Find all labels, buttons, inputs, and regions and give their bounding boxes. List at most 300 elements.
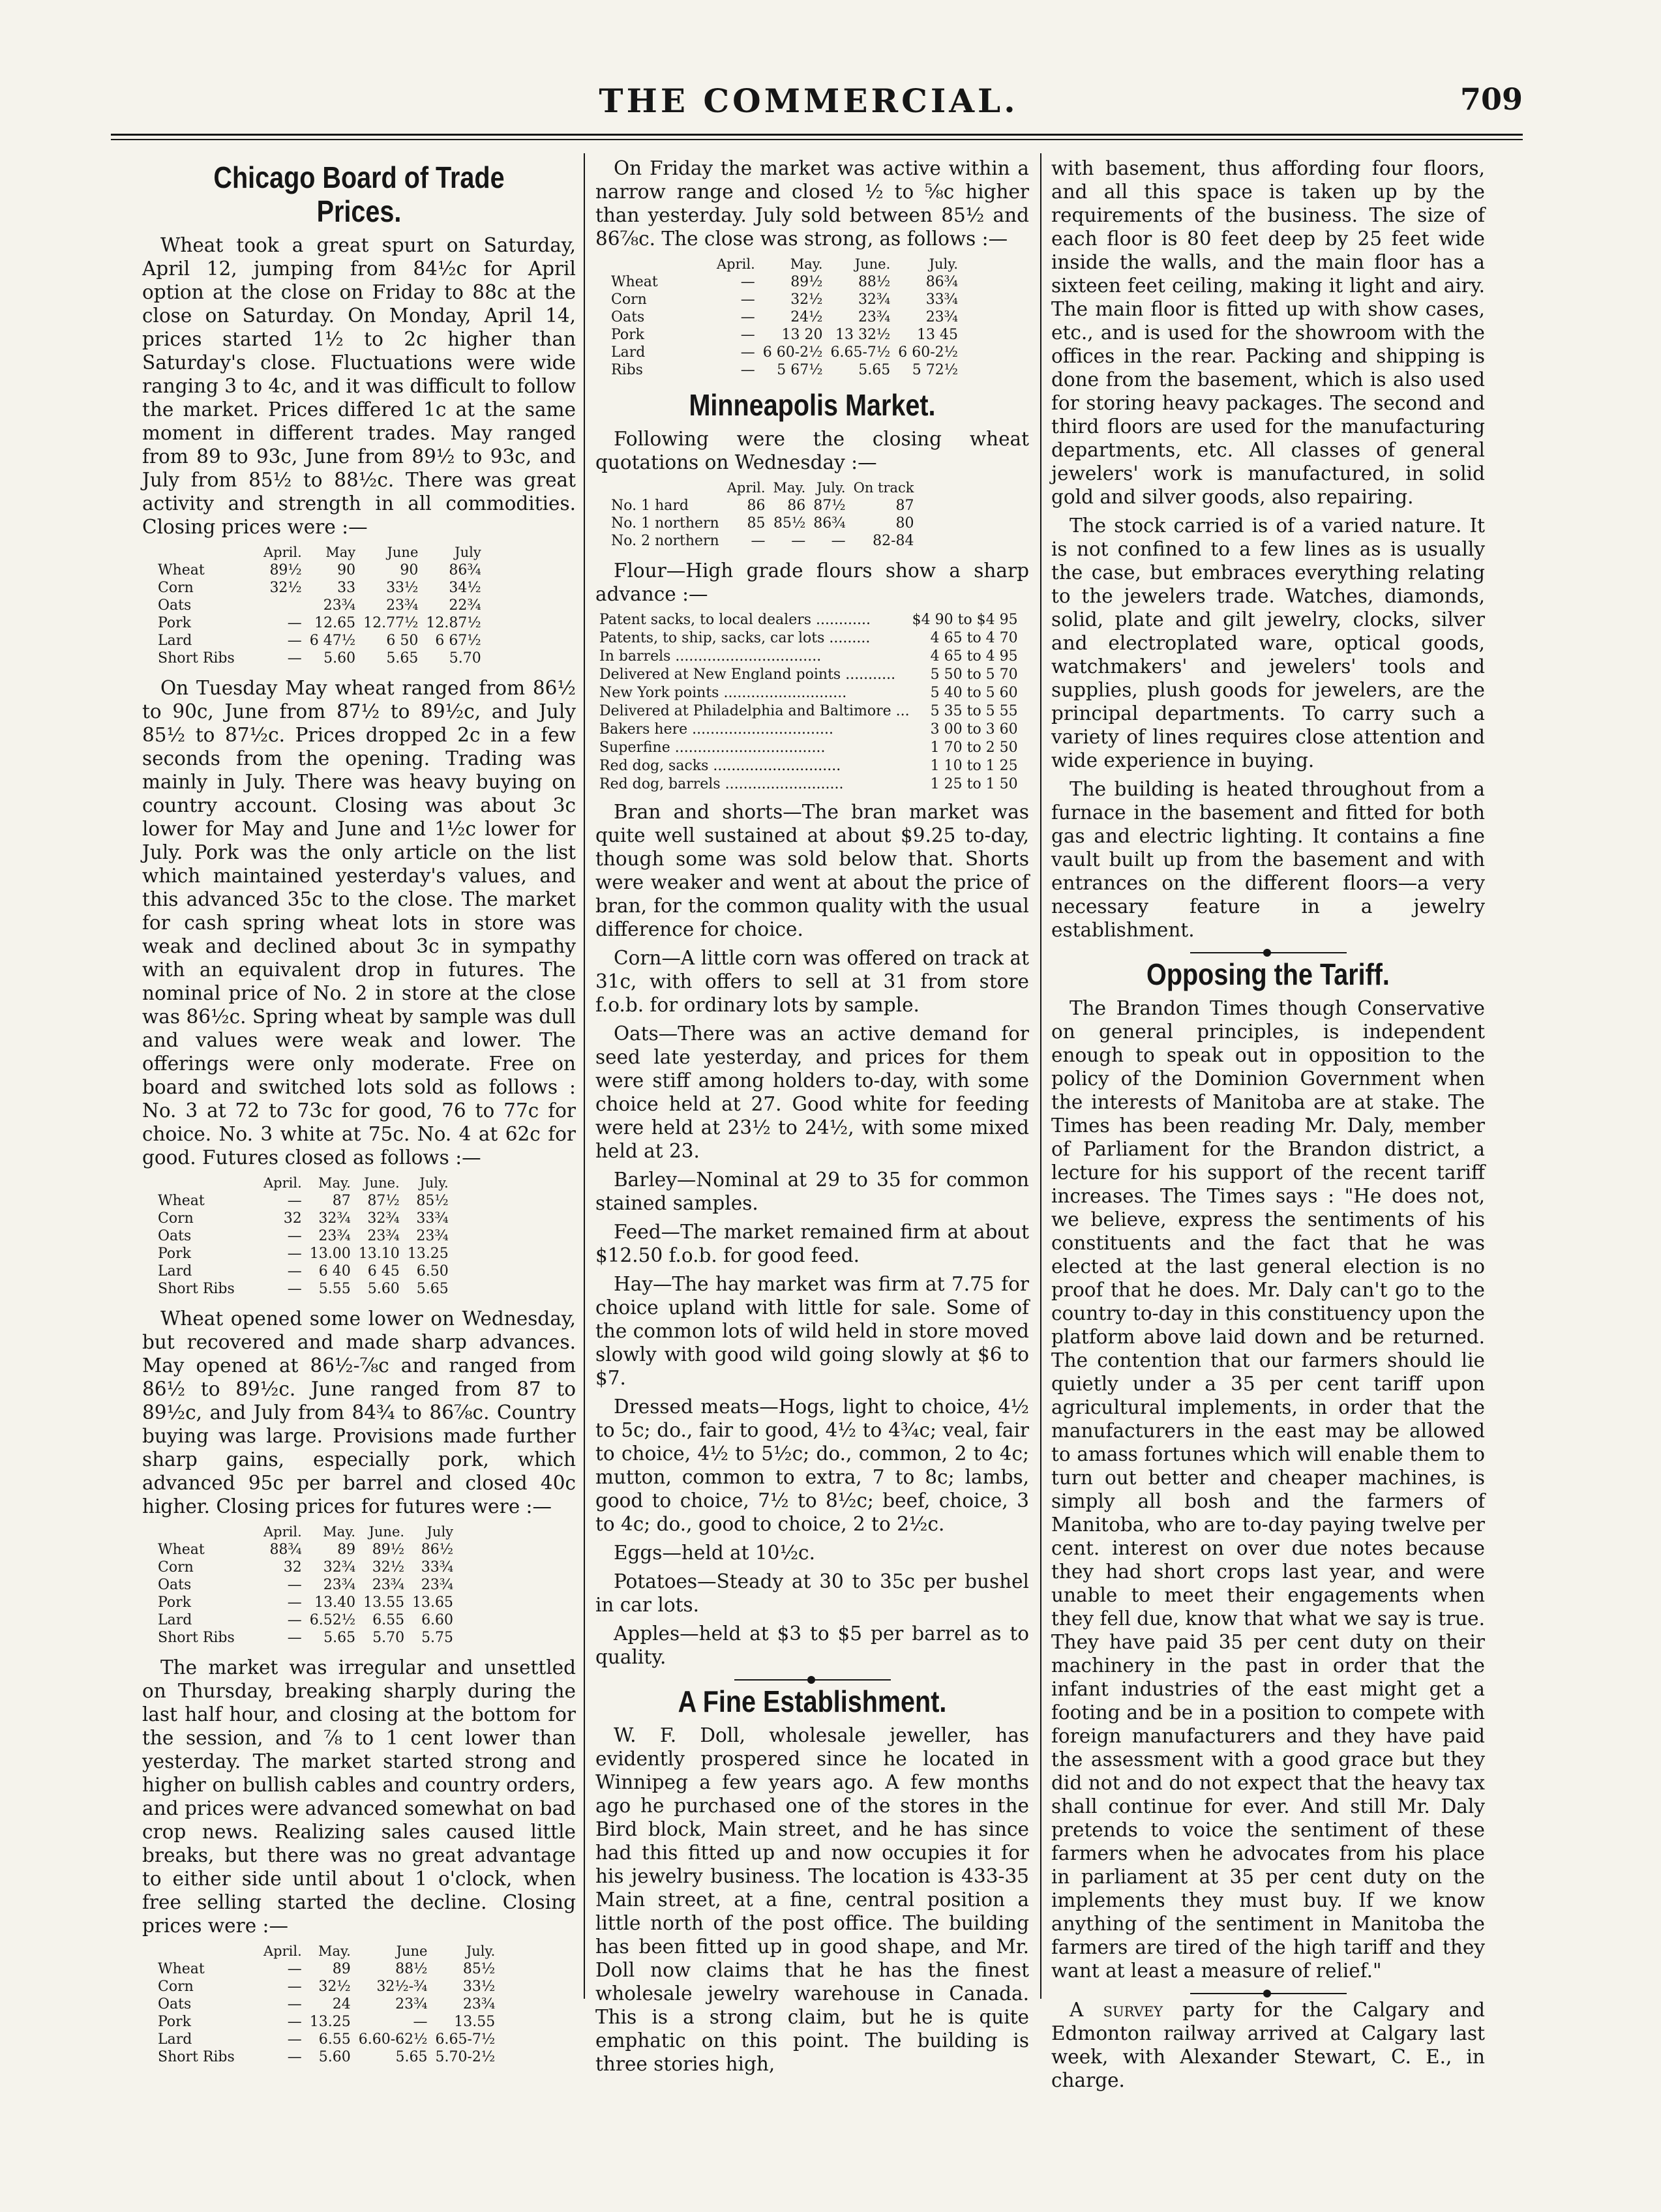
table-cell: 23¾ (318, 1228, 351, 1244)
doll-paragraph: W. F. Doll, wholesale jeweller, has evidently prospered since he located in Winnipeg a few years ago. A few months ago he purchased one of the stores in the Bird block, Main street, and he has since had this fitted up and now occupies it for his jewelry business. The location is 433-35 Main street, at a fine, central position a little north of the post office. The building has been fitted up in good shape, and Mr. Doll now claims that he has the finest wholesale jewelry warehouse in Canada. This is a strong claim, but he is quite emphatic on this point. The building is three stories high, (595, 1724, 1029, 2075)
dressed-meats-paragraph: Dressed meats—Hogs, light to choice, 4½ to 5c; do., fair to good, 4½ to 4¾c; veal, fair to choice, 4½ to 5½c; do., common, 2 to 4c; mutton, common to extra, 7 to 8c; lambs, good to choice, 7½ to 8½c; beef, choice, 3 to 4c; do., good to choice, 2 to 2½c. (595, 1396, 1029, 1535)
table-cell: Ribs (611, 362, 643, 378)
table-row (607, 308, 962, 326)
table-row (154, 1629, 457, 1647)
table-cell: 89½ (790, 274, 823, 290)
table-cell: 23¾ (925, 309, 959, 325)
table-cell: 33½ (386, 580, 419, 596)
table-row (154, 1978, 499, 1995)
table-cell: 13.55 (454, 2014, 496, 2030)
table-header-cell: May (325, 545, 356, 560)
table-cell: 5.65 (395, 2049, 428, 2065)
table-row (154, 650, 485, 667)
table-cell: Short Ribs (158, 2049, 235, 2065)
flour-row (598, 757, 1019, 775)
table-cell: No. 1 northern (611, 515, 719, 531)
flour-row (598, 721, 1019, 739)
table-row (154, 1210, 453, 1227)
flour-price: 3 00 to 3 60 (930, 721, 1018, 738)
table-cell: 90 (337, 562, 356, 578)
table-cell: Oats (158, 597, 192, 614)
hay-paragraph: Hay—The hay market was firm at 7.75 for choice upland with little for sale. Some of the common lots of wild held in store moved slowly with good wild going slowly at $6 to $7. (595, 1273, 1029, 1389)
table-cell: Corn (158, 1979, 194, 1995)
flour-price: 4 65 to 4 70 (930, 630, 1018, 646)
flour-row (598, 629, 1019, 648)
table-cell: — (287, 633, 302, 649)
table-cell: Corn (158, 580, 194, 596)
table-cell: 23¾ (386, 597, 419, 614)
table-cell: Short Ribs (158, 1630, 235, 1646)
table-row (607, 497, 918, 515)
table-cell: 5 67½ (777, 362, 823, 378)
table-cell: — (287, 1979, 302, 1995)
table-row (154, 1576, 457, 1594)
table-row (154, 1192, 453, 1210)
table-cell: 32½ (372, 1559, 405, 1576)
flour-row (598, 611, 1019, 629)
minneapolis-intro: Following were the closing wheat quotations on Wednesday :— (595, 428, 1029, 473)
table-header-cell: July. (419, 1175, 449, 1191)
table-cell: 5.60 (367, 1281, 400, 1297)
flour-grade: Red dog, sacks ............................ (599, 758, 841, 774)
table-cell: 87 (895, 498, 914, 514)
table-cell: No. 2 northern (611, 533, 719, 549)
table-header-cell: July (455, 545, 481, 560)
table-cell: Lard (158, 1263, 192, 1279)
table-cell: 13 45 (917, 327, 959, 343)
table-cell: 23¾ (395, 1996, 428, 2012)
flour-price: 1 70 to 2 50 (930, 740, 1018, 756)
table-cell: Oats (158, 1228, 192, 1244)
table-cell: 24½ (790, 309, 823, 325)
table-row (607, 291, 962, 308)
chicago-paragraph-3: Wheat opened some lower on Wednesday, but recovered and made sharp advances. May opened at 86½-⅞c and ranged from 86½ to 89½c. June ranged from 87 to 89½c, and July from 84¾ to 86⅞c. Country buying was large. Provisions made further sharp gains, especially pork, which advanced 95c per barrel and closed 40c higher. Closing prices for futures were :— (142, 1308, 576, 1517)
column-rule-2 (1040, 153, 1041, 1999)
table-cell: — (740, 274, 755, 290)
table-cell: 23¾ (367, 1228, 400, 1244)
table-cell: Oats (611, 309, 645, 325)
masthead-rule-top (111, 134, 1523, 136)
table-row (154, 2048, 499, 2066)
table-header-row (154, 1523, 457, 1541)
table-cell: — (287, 650, 302, 666)
flour-price: 1 10 to 1 25 (930, 758, 1018, 774)
table-cell: 6 60-2½ (898, 344, 959, 361)
table-cell: 80 (895, 515, 914, 531)
table-cell: Wheat (611, 274, 658, 290)
flour-price: 5 50 to 5 70 (930, 666, 1018, 683)
table-cell: 6.55 (318, 2031, 351, 2048)
table-cell: 6.60 (421, 1612, 454, 1628)
flour-grade: Delivered at New England points ........... (599, 666, 896, 683)
table-cell: No. 1 hard (611, 498, 689, 514)
chicago-table-3 (154, 1523, 457, 1647)
table-cell: — (751, 533, 766, 549)
table-header-cell: April. (263, 1524, 302, 1540)
table-header-cell: April. (263, 1175, 302, 1191)
table-cell: 89½ (269, 562, 302, 578)
table-cell: — (287, 1193, 302, 1209)
table-cell: 23¾ (858, 309, 891, 325)
friday-table (607, 256, 962, 379)
flour-grade: Patent sacks, to local dealers ............ (599, 612, 871, 628)
table-cell: — (740, 362, 755, 378)
table-cell: 32 (283, 1559, 302, 1576)
table-cell: — (740, 327, 755, 343)
building-paragraph-3: The building is heated throughout from a furnace in the basement and fitted for both gas and electric lighting. It contains a fine vault built up from the basement and with entrances on the different floors—a very necessary feature in a jewelry establishment. (1051, 778, 1485, 941)
table-cell: 32½ (269, 580, 302, 596)
table-cell: 5 72½ (912, 362, 959, 378)
tariff-paragraph: The Brandon Times though Conservative on general principles, is independent enough to speak out in opposition to the policy of the Dominion Government when the interests of Manitoba are at stake. The Times has been reading Mr. Daly, member of Parliament for the Brandon district, a lecture for his support of the recent tariff increases. The Times says : "He does not, we believe, express the sentiments of his constituents and the fact that he was elected at the last general election is no proof that he does. Mr. Daly can't go to the country to-day in this constituency upon the platform above laid down and be returned. The contention that our farmers should lie quietly under a 35 per cent tariff upon agricultural implements, in order that the manufacturers in the east may be allowed to amass fortunes which will enable them to turn out better and cheaper machines, is simply all bosh and the farmers of Manitoba, who are to-day paying twelve per cent. interest on over due notes because they had short crops last year, and were unable to meet their engagements when they fell due, know that what we say is true. They have paid 35 per cent duty on their machinery in the past in order that the infant industries of the east might get a footing and be in a position to compete with foreign manufacturers and they have paid the assessment with a good grace but they did not and do not expect that the heavy tax shall continue for ever. And still Mr. Daly pretends to voice the sentiment of these farmers when he advocates from his place in parliament at 35 per cent duty on the implements they must buy. If we know anything of the sentiment in Manitoba the farmers are tired of the high tariff and they want at least a measure of relief." (1051, 997, 1485, 1982)
masthead-rule-bottom (111, 139, 1523, 140)
table-cell: 13.10 (358, 1246, 400, 1262)
barley-paragraph: Barley—Nominal at 29 to 35 for common stained samples. (595, 1169, 1029, 1214)
table-cell: 13.25 (407, 1246, 449, 1262)
table-cell: Lard (611, 344, 646, 361)
table-cell: — (287, 1228, 302, 1244)
table-cell: 33¾ (421, 1559, 454, 1576)
table-cell: 33¾ (925, 291, 959, 308)
flour-row (598, 702, 1019, 721)
table-row (607, 532, 918, 550)
masthead-title: THE COMMERCIAL. (599, 82, 1019, 120)
table-cell: 23¾ (372, 1577, 405, 1593)
table-cell: 13.55 (363, 1594, 405, 1611)
table-cell: 12.77½ (363, 615, 419, 631)
bran-paragraph: Bran and shorts—The bran market was quite well sustained at about $9.25 to-day, though some was sold below that. Shorts were weaker and went at about the price of bran, for the common quality with the usual difference for choice. (595, 801, 1029, 940)
table-cell: 13 20 (781, 327, 823, 343)
table-header-cell (154, 1174, 260, 1192)
table-cell: 5.60 (318, 2049, 351, 2065)
table-cell: 13.25 (309, 2014, 351, 2030)
table-cell: 87 (332, 1193, 351, 1209)
table-cell: 5.70 (372, 1630, 405, 1646)
table-cell: 89 (332, 1961, 351, 1977)
table-cell: 5.60 (323, 650, 356, 666)
table-cell: 6.50 (416, 1263, 449, 1279)
table-cell: Pork (158, 1594, 192, 1611)
table-cell: 6.55 (372, 1612, 405, 1628)
flour-grade: Superfine ................................. (599, 740, 826, 756)
tariff-heading: Opposing the Tariff. (1146, 957, 1390, 991)
chicago-paragraph-2: On Tuesday May wheat ranged from 86½ to 90c, June from 87½ to 89½c, and July 85½ to 87½c. Prices dropped 2c in a few seconds from the opening. Trading was mainly in July. There was heavy buying on country account. Closing was about 3c lower for May and June and 1½c lower for July. Pork was the only article on the list which maintained yesterday's values, and this advanced 35c to the close. The market for cash spring wheat lots in store was weak and declined about 3c in sympathy with an equivalent drop in futures. The nominal price of No. 2 in store at the close was 86½c. Spring wheat by sample was dull and values were weak and lower. The offerings were only moderate. Free on board and switched lots sold as follows : No. 3 at 72 to 73c for good, 76 to 77c for choice. No. 3 white at 75c. No. 4 at 62c for good. Futures closed as follows :— (142, 677, 576, 1169)
table-cell: 32¾ (858, 291, 891, 308)
survey-text: party for the Calgary and Edmonton railway arrived at Calgary last week, with Alexander Stewart, C. E., in charge. (1051, 1999, 1485, 2091)
table-header-cell: June. (854, 256, 891, 272)
table-cell: 12.65 (314, 615, 356, 631)
table-cell: — (791, 533, 806, 549)
table-cell: 5.70-2½ (435, 2049, 496, 2065)
table-cell: 32½ (318, 1979, 351, 1995)
flour-price: $4 90 to $4 95 (912, 612, 1018, 628)
table-cell: Wheat (158, 1961, 205, 1977)
table-cell: Corn (158, 1559, 194, 1576)
table-cell: 87½ (367, 1193, 400, 1209)
table-row (154, 579, 485, 597)
table-header-cell: April. (263, 545, 302, 560)
table-header-cell: July. (816, 480, 846, 496)
table-cell: — (413, 2014, 428, 2030)
table-cell: — (287, 2031, 302, 2048)
flour-price: 1 25 to 1 50 (930, 776, 1018, 792)
table-cell: 5.65 (858, 362, 891, 378)
column-1 (142, 157, 576, 2065)
table-header-cell: April. (717, 256, 755, 272)
table-cell: 89½ (372, 1542, 405, 1558)
corn-paragraph: Corn—A little corn was offered on track at 31c, with offers to sell at 31 from store f.o.b. for ordinary lots by sample. (595, 947, 1029, 1016)
table-header-row (607, 479, 918, 497)
table-cell: 13.00 (309, 1246, 351, 1262)
survey-paragraph (1051, 1998, 1485, 2092)
table-cell: 6 45 (367, 1263, 400, 1279)
table-cell: 82-84 (873, 533, 914, 549)
table-cell: — (287, 2049, 302, 2065)
table-cell: — (287, 1594, 302, 1611)
table-cell: — (287, 1281, 302, 1297)
section-divider (734, 1679, 891, 1681)
table-header-cell: May. (323, 1524, 356, 1540)
minneapolis-heading: Minneapolis Market. (689, 388, 936, 422)
table-header-cell: April. (726, 480, 766, 496)
table-cell: — (287, 1630, 302, 1646)
table-header-cell: May. (773, 480, 806, 496)
table-row (154, 1227, 453, 1245)
flour-grade: In barrels ................................ (599, 648, 822, 665)
table-header-row (154, 544, 485, 561)
table-cell: Lard (158, 633, 192, 649)
section-divider (1190, 1993, 1347, 1994)
table-row (154, 1280, 453, 1298)
table-cell: 33 (337, 580, 356, 596)
table-cell: Corn (158, 1210, 194, 1227)
table-cell: Corn (611, 291, 647, 308)
table-cell: Oats (158, 1577, 192, 1593)
table-header-cell: July. (929, 256, 959, 272)
flour-grade: Bakers here ............................... (599, 721, 833, 738)
table-cell: Pork (158, 2014, 192, 2030)
table-cell: 5.55 (318, 1281, 351, 1297)
flour-row (598, 684, 1019, 702)
table-cell: — (287, 1961, 302, 1977)
table-cell: 6.60-62½ (358, 2031, 428, 2048)
table-cell: 23¾ (416, 1228, 449, 1244)
table-cell (260, 597, 306, 614)
table-cell: Lard (158, 2031, 192, 2048)
table-cell: — (740, 309, 755, 325)
table-cell: 6.65-7½ (435, 2031, 496, 2048)
table-header-cell (607, 479, 723, 497)
column-3 (1051, 157, 1485, 2091)
table-cell: 32½ (790, 291, 823, 308)
table-header-row (154, 1174, 453, 1192)
table-cell: 13.65 (412, 1594, 454, 1611)
table-cell: Wheat (158, 1193, 205, 1209)
table-cell: Pork (611, 327, 645, 343)
table-cell: 85½ (462, 1961, 496, 1977)
table-cell: Lard (158, 1612, 192, 1628)
flour-grade: New York points ........................... (599, 685, 847, 701)
table-cell: 5.75 (421, 1630, 454, 1646)
table-cell: 12.87½ (426, 615, 481, 631)
table-header-cell (154, 1943, 260, 1960)
table-cell: 6.52½ (309, 1612, 356, 1628)
table-row (607, 273, 962, 291)
table-cell: 89 (337, 1542, 356, 1558)
table-cell: 5.65 (386, 650, 419, 666)
table-cell: — (287, 1612, 302, 1628)
table-cell: 13.40 (314, 1594, 356, 1611)
table-cell: 88¾ (269, 1542, 302, 1558)
table-row (154, 1263, 453, 1280)
table-cell: 6 67½ (435, 633, 481, 649)
fine-establishment-heading: A Fine Establishment. (678, 1684, 947, 1718)
column-2 (595, 157, 1029, 2075)
eggs-paragraph: Eggs—held at 10½c. (614, 1542, 815, 1564)
table-cell: 86¾ (925, 274, 959, 290)
flour-row (598, 775, 1019, 794)
table-header-row (607, 256, 962, 273)
chicago-table-4 (154, 1943, 499, 2066)
table-cell: — (831, 533, 846, 549)
table-row (154, 1541, 457, 1559)
table-cell: 32¾ (318, 1210, 351, 1227)
table-cell: Wheat (158, 1542, 205, 1558)
flour-grade: Delivered at Philadelphia and Baltimore ... (599, 703, 910, 719)
table-row (607, 326, 962, 344)
table-cell: — (740, 344, 755, 361)
table-cell: Oats (158, 1996, 192, 2012)
table-cell: — (287, 1263, 302, 1279)
table-row (607, 361, 962, 379)
table-cell: 5.70 (449, 650, 481, 666)
table-row (607, 515, 918, 532)
table-row (154, 1594, 457, 1611)
table-cell: Wheat (158, 562, 205, 578)
table-cell: 32 (283, 1210, 302, 1227)
table-header-cell: May. (790, 256, 823, 272)
table-header-cell: July (426, 1524, 454, 1540)
table-cell: 90 (400, 562, 419, 578)
table-cell: 86¾ (449, 562, 481, 578)
table-cell: 23¾ (323, 597, 356, 614)
table-header-cell (607, 256, 713, 273)
table-row (154, 1559, 457, 1576)
feed-paragraph: Feed—The market remained firm at about $12.50 f.o.b. for good feed. (595, 1221, 1029, 1266)
table-cell: Pork (158, 615, 192, 631)
flour-price: 4 65 to 4 95 (930, 648, 1018, 665)
table-cell: 5.65 (323, 1630, 356, 1646)
survey-lead: A survey (1070, 1999, 1163, 2021)
table-row (154, 1611, 457, 1629)
table-cell: — (740, 291, 755, 308)
table-header-cell (154, 544, 260, 561)
apples-paragraph: Apples—held at $3 to $5 per barrel as to quality. (595, 1622, 1029, 1668)
minneapolis-wheat-table (607, 479, 918, 550)
friday-paragraph: On Friday the market was active within a narrow range and closed ½ to ⅝c higher than yesterday. July sold between 85½ and 86⅞c. The close was strong, as follows :— (595, 157, 1029, 250)
building-paragraph-1: with basement, thus affording four floors, and all this space is taken up by the requirements of the business. The size of each floor is 80 feet deep by 25 feet wide inside the walls, and the main floor has a sixteen feet ceiling, making it light and airy. The main floor is fitted up with show cases, etc., and is used for the showroom with the offices in the rear. Packing and shipping is done from the basement, which is also used for storing heavy packages. The second and third floors are used for the manufacturing departments, etc. All classes of general jewelers' work is manufactured, in solid gold and silver goods, also repairing. (1051, 157, 1485, 508)
table-cell: Short Ribs (158, 650, 235, 666)
table-cell: 88½ (395, 1961, 428, 1977)
flour-intro: Flour—High grade flours show a sharp advance :— (595, 560, 1029, 605)
table-cell: 24 (332, 1996, 351, 2012)
table-cell: 32¾ (323, 1559, 356, 1576)
oats-paragraph: Oats—There was an active demand for seed late yesterday, and prices for them were stiff among holders to-day, with some choice held at 27. Good white for feeding were held at 23½ to 24½, with some mixed held at 23. (595, 1023, 1029, 1162)
chicago-paragraph-4: The market was irregular and unsettled on Thursday, breaking sharply during the last half hour, and closing at the bottom for the session, and ⅞ to 1 cent lower than yesterday. The market started strong and higher on bullish cables and country orders, and prices were advanced somewhat on bad crop news. Realizing sales caused little breaks, but there was no great advantage to either side until about 1 o'clock, when free selling started the decline. Closing prices were :— (142, 1656, 576, 1937)
table-cell: 23¾ (421, 1577, 454, 1593)
table-cell: 85½ (773, 515, 806, 531)
flour-price-table (598, 611, 1019, 794)
flour-price: 5 40 to 5 60 (930, 685, 1018, 701)
table-cell: 87½ (813, 498, 846, 514)
table-row (154, 1245, 453, 1263)
table-header-cell: July. (466, 1943, 496, 1959)
table-header-row (154, 1943, 499, 1960)
chicago-table-2 (154, 1174, 453, 1298)
table-cell: 34½ (449, 580, 481, 596)
table-cell: 6 50 (386, 633, 419, 649)
table-cell: Pork (158, 1246, 192, 1262)
table-cell: 13 32½ (835, 327, 891, 343)
flour-grade: Patents, to ship, sacks, car lots ......... (599, 630, 871, 646)
flour-row (598, 739, 1019, 757)
table-header-cell: June. (368, 1524, 405, 1540)
flour-price: 5 35 to 5 55 (930, 703, 1018, 719)
table-cell: Short Ribs (158, 1281, 235, 1297)
table-row (154, 632, 485, 650)
table-header-cell: May. (318, 1943, 351, 1959)
table-cell: 86½ (421, 1542, 454, 1558)
table-row (154, 2031, 499, 2048)
table-cell: 22¾ (449, 597, 481, 614)
flour-row (598, 648, 1019, 666)
table-row (154, 1995, 499, 2013)
table-cell: 6 40 (318, 1263, 351, 1279)
table-row (154, 1960, 499, 1978)
table-header-cell: On track (853, 480, 914, 496)
table-cell: 85½ (416, 1193, 449, 1209)
page-number: 709 (1459, 82, 1523, 117)
chicago-table-1 (154, 544, 485, 667)
table-cell: — (287, 1246, 302, 1262)
table-cell: 88½ (858, 274, 891, 290)
section-divider (1190, 952, 1347, 953)
table-cell: 86 (787, 498, 806, 514)
table-cell: — (287, 1996, 302, 2012)
chicago-paragraph-1: Wheat took a great spurt on Saturday, April 12, jumping from 84½c for April option at the close on Friday to 88c at the close on Saturday. On Monday, April 14, prices started 1½ to 2c higher than Saturday's close. Fluctuations were wide ranging 3 to 4c, and it was difficult to follow the market. Prices differed 1c at the same moment in different trades. May ranged from 89 to 93c, June from 89½ to 93c, and July from 85½ to 88½c. There was great activity and strength in all commodities. Closing prices were :— (142, 234, 576, 538)
table-header-cell (154, 1523, 260, 1541)
table-row (607, 344, 962, 361)
table-header-cell: June (387, 545, 419, 560)
table-header-cell: May. (318, 1175, 351, 1191)
table-cell: 5.65 (416, 1281, 449, 1297)
table-cell: 32½-¾ (376, 1979, 428, 1995)
table-row (154, 2013, 499, 2031)
table-row (154, 614, 485, 632)
table-cell: 86¾ (813, 515, 846, 531)
table-cell: 6 47½ (309, 633, 356, 649)
table-cell: 85 (747, 515, 766, 531)
table-row (154, 561, 485, 579)
potatoes-paragraph: Potatoes—Steady at 30 to 35c per bushel in car lots. (595, 1570, 1029, 1616)
table-row (154, 597, 485, 614)
table-cell: 32¾ (367, 1210, 400, 1227)
flour-grade: Red dog, barrels .......................... (599, 776, 844, 792)
chicago-heading: Chicago Board of Trade Prices. (213, 160, 505, 228)
table-cell: 33½ (462, 1979, 496, 1995)
table-cell: — (287, 2014, 302, 2030)
table-header-cell: June. (364, 1175, 400, 1191)
table-cell: 6.65-7½ (830, 344, 891, 361)
